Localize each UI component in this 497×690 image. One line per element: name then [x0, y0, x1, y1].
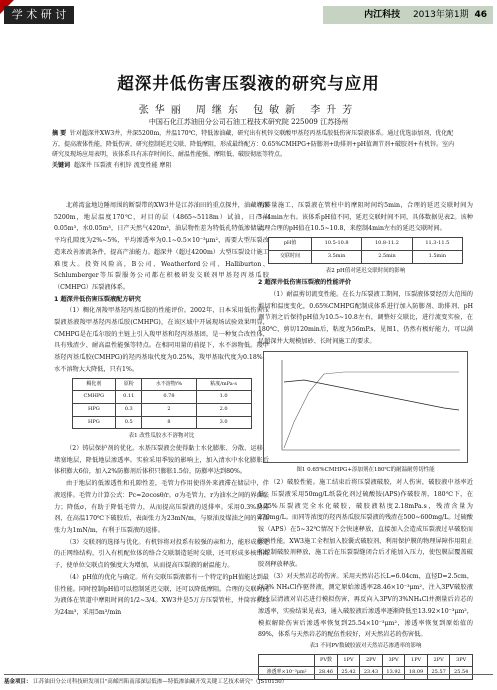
abstract-block — [52, 129, 457, 171]
table-cell: 2.5min — [362, 250, 412, 263]
table-cell: 3PV — [450, 654, 473, 667]
table-row — [72, 403, 251, 416]
table-cell: 28.46 — [315, 667, 338, 680]
para-1-1: （1）稠化剂羧甲基羟丙基瓜胶的性能评价。2002年，日本采用低伤害压裂液基液羧甲基羟丙基瓜胶(CMHPG)，在该区域中开展现场试验效果明显，CMHPG是在瓜尔胶的主链上引入羧甲基和羟丙基基团，是一种复合改性体，具有残渣少、耐高温性能强等特点。在相同用量的前提下，水不溶物低。羧甲基羟丙基瓜胶(CMHPG)的羟丙基取代度为0.25%，羧甲基取代度为0.18%，水不溶物大大降低，只有1%。 — [54, 307, 269, 373]
journal-brand: 内江科技 — [364, 10, 401, 20]
table-cell: 水不溶物/% — [142, 378, 196, 391]
footnote-label: 基金项目： — [4, 679, 32, 685]
right-para-1: 的排量施工，压裂液在管柱中的摩阻时间约5min，合理的延迟交联时间为3~4min左右。该体系pH值不同，延迟交联时间不同，具体数据见表2。该种清理合理的pH值在10.5~10.8，来控制4min左右的延迟交联时间。 — [258, 202, 473, 233]
para-1-3: （3）交联剂的选择与优化。有机锌将对投系有较强的亲和力，能形成稳定的正网络结构，引入有机配位体的络合交联制造延时交联，还可形成多核络离子，使单位交联点的强度大为增加，从而提高压裂液的耐温能力。 — [54, 538, 269, 570]
authors: 张华丽 周继东 包敏新 李升芳 — [138, 105, 359, 116]
table-1 — [72, 378, 252, 430]
abstract-label: 摘 要 — [52, 130, 67, 137]
table-cell: 25.57 — [427, 667, 450, 680]
table-row — [72, 416, 251, 429]
figure-1-caption: 图1 0.65%CMHPG+添加剂在180℃的耐温耐剪切性能 — [296, 467, 435, 474]
left-column — [54, 200, 269, 619]
right-column — [258, 200, 473, 681]
temperature-curve — [284, 372, 459, 448]
table-cell: 0.3 — [116, 403, 142, 416]
page-header — [0, 0, 497, 30]
table-3-caption: 表3 不同PV数破胶液对天然岩芯渗透率的影响 — [309, 642, 422, 649]
table-cell: 10.5-10.8 — [311, 238, 361, 251]
table-cell: HPG — [72, 416, 116, 429]
section-2-heading: 2 超深井低伤害压裂液的性能评价 — [258, 279, 352, 287]
table-cell: 3.0 — [196, 416, 251, 429]
footnote — [4, 674, 493, 685]
keywords-label: 关键词 — [52, 161, 71, 169]
table-cell: 原粉 — [116, 378, 142, 391]
para-2-1: （1）耐温剪切流变性能。在长力压裂液工期间，压裂液体要经历大范围的剪切和温度变化，0.65%CMHPG配制成体系进行加入防膨剂、助排剂、pH调节剂之后保持pH值为10.5~10.8左右，调整好交联比，进行流变实验，在180℃，剪切120min后，粘度为56mP.s，见图1，仍然有极好能力，可以满足超深井大规模加砂、长时间施工的要求。 — [258, 290, 473, 345]
table-cell: PV数 — [315, 654, 338, 667]
table-cell: 25.54 — [450, 667, 473, 680]
table-cell: 11.3-11.5 — [412, 238, 462, 251]
table-row — [72, 391, 251, 404]
table-cell: 2PV — [360, 654, 383, 667]
footnote-text: 江苏油田分公司科技研发项目"高邮凹陷南部深层低渗—特低渗油藏开发关键工艺技术研究"（JS10150） — [33, 679, 288, 685]
table-cell: 1PV — [405, 654, 428, 667]
table-cell: 13.92 — [382, 667, 405, 680]
table-cell: 渗透率×10⁻³μm² — [259, 667, 315, 680]
table-cell: 粘度/mPa·s — [196, 378, 251, 391]
para-1-2: （2）铸层保护剂的优化。水基压裂液会使得黏土水化膨胀、分散、运移，堵塞地层，降低地层渗透率。实验采用季铵的影响上，加入清水中水化膨胀后体积膨大6倍，加入2%防膨剂后体积只膨胀1.5倍，防膨率达到80%。 — [54, 445, 269, 476]
issue: 2013年第1期 — [412, 10, 469, 20]
figure-1-plot — [264, 352, 467, 462]
journal-info — [323, 6, 493, 24]
table-cell: 1PV — [337, 654, 360, 667]
affiliation: 中国石化江苏油田分公司石油工程技术研究院 225009 江苏扬州 — [148, 118, 349, 126]
table-cell: 2PV — [427, 654, 450, 667]
table-cell: 3.5min — [311, 250, 361, 263]
table-cell: 交联时间 — [269, 250, 312, 263]
table-cell: HPG — [72, 403, 116, 416]
para-2-3: （3）对天然岩芯的伤害。采用天然岩芯长L=6.04cm，直径D=2.5cm，以3% NH₄Cl作驱替液，测定原始渗透率28.46×10⁻³μm²，注入3PV破胶液的上层清液对岩芯进行模拟伤害，再反向入3PV的3%NH₄Cl并测量后岩芯的渗透率，实验结果见表3，通入破胶液后渗透率逐渐降低至13.92×10⁻³μm²，模拟解除伤害后渗透率恢复到25.54×10⁻³μm²，渗透率恢复到原始值的89%，体系与天然岩芯的配伍性较好，对天然岩芯的伤害低。 — [258, 572, 473, 639]
table-1-caption: 表1 改性瓜胶水不溶物对比 — [128, 433, 195, 440]
table-cell: 25.42 — [337, 667, 360, 680]
section-1-heading: 1 超深井低伤害压裂液配方研究 — [54, 295, 141, 303]
intro-paragraph: 北蒋湾盆地边陲周围的断裂带的XW3井是江苏油田的重点探井，油藏埋深5200m，地层温度170℃，对目的层（4865~5118m）试油，日产油0.05m³，水0.05m³，日产天然气420m³，油层物性差为特低孔特低渗储层，平均孔隙度为2%~5%，平均渗透率为0.1~0.5×10⁻³μm²，需要大型压裂改造来改善渗流条件，提高产油能力。超深井（超过4200m）大型压裂设计施工难度大。投资风险高，B公司、Weatherford公司、Halliburton、Schlumberger等压裂服务公司都在积极研发交联剂甲基羟丙基瓜胶（CMHPG）压裂液体系。 — [54, 202, 269, 291]
abstract-text: 针对超深井XW3井，井深5200m，井温170℃，特低渗油藏，研究出有机锌交联酸甲基羟丙基瓜胶低伤害压裂液体系。通过优选添加剂，优化配方，提高液体性能，降低伤害，研究控制延迟交联、降低摩阻，形成最终配方：0.65%CMHPG+防膨剂+助排剂+pH值调节剂+破胶剂+有机锌。室内研究及现场应用表明，该体系具有冻存时间长、耐温性能强、摩阻低、破胶彻底等特点。 — [52, 130, 455, 158]
table-cell: 18.09 — [405, 667, 428, 680]
keywords: 超深井 压裂液 有机锌 流变性能 摩阻 — [73, 161, 172, 169]
page-number: 46 — [474, 10, 487, 20]
table-cell: 0.11 — [116, 391, 142, 404]
table-cell: 8 — [142, 416, 196, 429]
table-cell: 2 — [142, 403, 196, 416]
table-cell: 0.78 — [142, 391, 196, 404]
table-cell: 23.43 — [360, 667, 383, 680]
para-1-2b: 由于地层的低渗透性和孔隙性差，毛管力作用使得外来液滞在储层中，伴液返排。毛管力计算公式：Pc=2σcosθ/r。σ为毛管力，r为油水之间的界面张力；降低σ，有助于降低毛管力，从而提高压裂液的返排率。采用0.3%助排剂，在高温170℃下破胶后，表面张力为23mN/m，与原油及煤油之间的界面张力为1mN/m，有利于压裂液的返排。 — [54, 480, 269, 534]
para-2-2: （2）破胶性能。施工结束后将压裂液破胶，对人伤害，破胶液中基率近低，压裂液采用50mg/L纸袋化剂过硫酸铵(APS)作破胶剂，180℃下，在0.25%压裂液完全水化破胶，破胶液粘度2.18mPa.s，残渣含量为270mg/L。而同等浓度的羟丙基瓜胶压裂液的残渣在500~600mg/L。过硫酸铵（APS）在5~32℃情况下会快速释放，直接加入会造成压裂液过早破胶而影响性能，XW3施工全程加入胶囊式破胶剂，利用保护膜的物理屏障作用阻止和控制破胶剂释放，施工后在压裂裂缝闭合后才能加入压力，使包膜层覆盖破胶剂释放释放。 — [258, 479, 473, 569]
table-cell: pH值 — [269, 238, 312, 251]
table-2-caption: 表2 pH值对延迟交联时间的影响 — [325, 267, 406, 274]
table-cell: 2.0 — [196, 403, 251, 416]
table-2 — [268, 237, 463, 263]
article-title: 超深井低伤害压裂液的研究与应用 — [117, 74, 380, 93]
viscosity-curve — [284, 380, 459, 410]
table-cell: CMHPG — [72, 391, 116, 404]
table-cell: 0.5 — [116, 416, 142, 429]
table-cell: 1.0 — [196, 391, 251, 404]
table-cell: 稠化剂 — [72, 378, 116, 391]
table-cell: 1.5min — [412, 250, 462, 263]
figure-1 — [263, 351, 468, 463]
table-cell — [259, 654, 315, 667]
table-cell: 10.8-11.2 — [362, 238, 412, 251]
section-label: 学 术 研 讨 — [4, 6, 74, 24]
para-1-4: （4）pH值的优化与确定。所有交联压裂液都有一个特定的pH值能达到最佳性能。同时控制pH值可以控制延迟交联，还可以降低摩阻。合理的交联时间为液体在管道中摩阻时间的1/2~3/4。XW3井是5万方压裂管柱，井筒容积约为24m³，采用5m³/min — [54, 573, 269, 616]
table-cell: 3PV — [382, 654, 405, 667]
table-row — [269, 250, 463, 263]
